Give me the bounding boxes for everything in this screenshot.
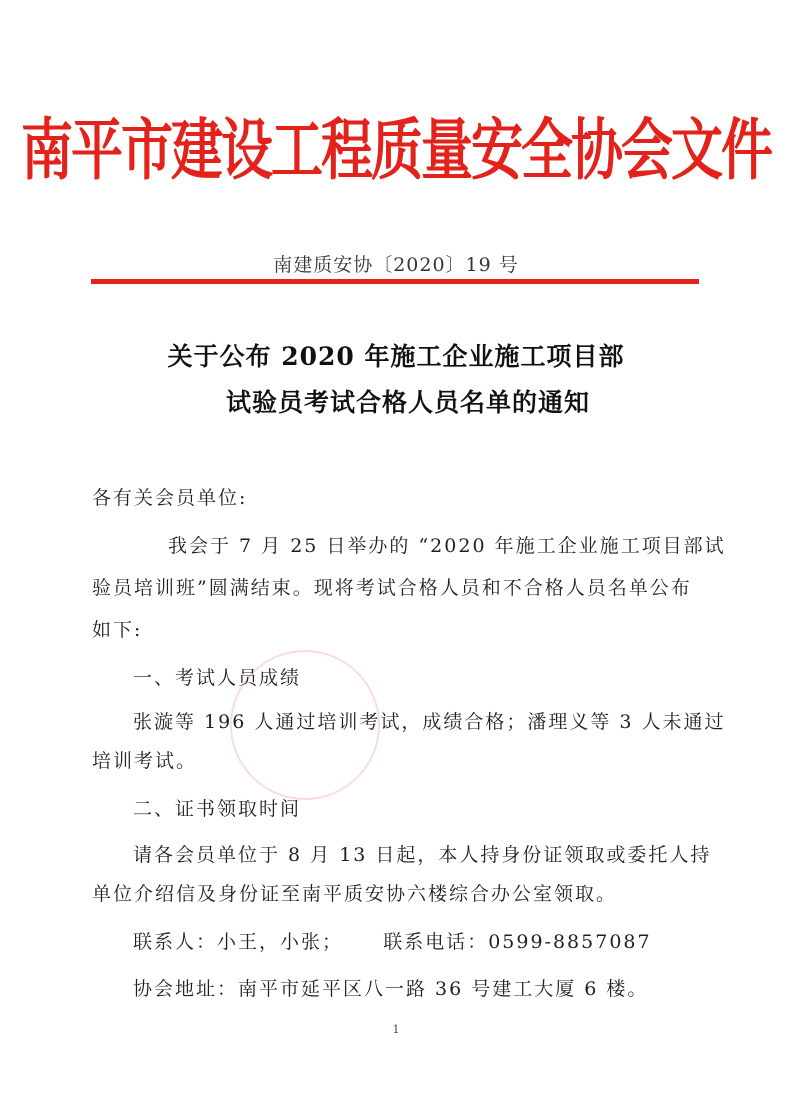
document-number: 南建质安协〔2020〕19 号 xyxy=(273,254,519,276)
contact-line: 联系人：小王，小张； 联系电话：0599-8857087 xyxy=(133,931,652,953)
address-line: 协会地址：南平市延平区八一路 36 号建工大厦 6 楼。 xyxy=(133,978,649,1000)
paragraph-1-line-2: 验员培训班”圆满结束。现将考试合格人员和不合格人员名单公布 xyxy=(92,577,692,599)
section-2-line-1: 请各会员单位于 8 月 13 日起，本人持身份证领取或委托人持 xyxy=(133,844,712,866)
red-divider-line xyxy=(91,279,699,284)
page-number: 1 xyxy=(392,1023,400,1036)
paragraph-1-line-1: 我会于 7 月 25 日举办的 “2020 年施工企业施工项目部试 xyxy=(168,535,726,557)
section-1-line-1: 张漩等 196 人通过培训考试，成绩合格；潘理义等 3 人未通过 xyxy=(133,711,726,733)
salutation: 各有关会员单位: xyxy=(92,487,248,509)
section-1-heading: 一、考试人员成绩 xyxy=(133,667,302,689)
organization-header-title: 南平市建设工程质量安全协会文件 xyxy=(20,112,771,190)
section-1-line-2: 培训考试。 xyxy=(92,750,198,772)
paragraph-1-line-3: 如下: xyxy=(92,619,143,641)
notice-title-line-1: 关于公布 2020 年施工企业施工项目部 xyxy=(167,342,625,371)
section-2-line-2: 单位介绍信及身份证至南平质安协六楼综合办公室领取。 xyxy=(92,883,618,905)
notice-title-line-2: 试验员考试合格人员名单的通知 xyxy=(225,388,590,417)
section-2-heading: 二、证书领取时间 xyxy=(133,798,302,820)
